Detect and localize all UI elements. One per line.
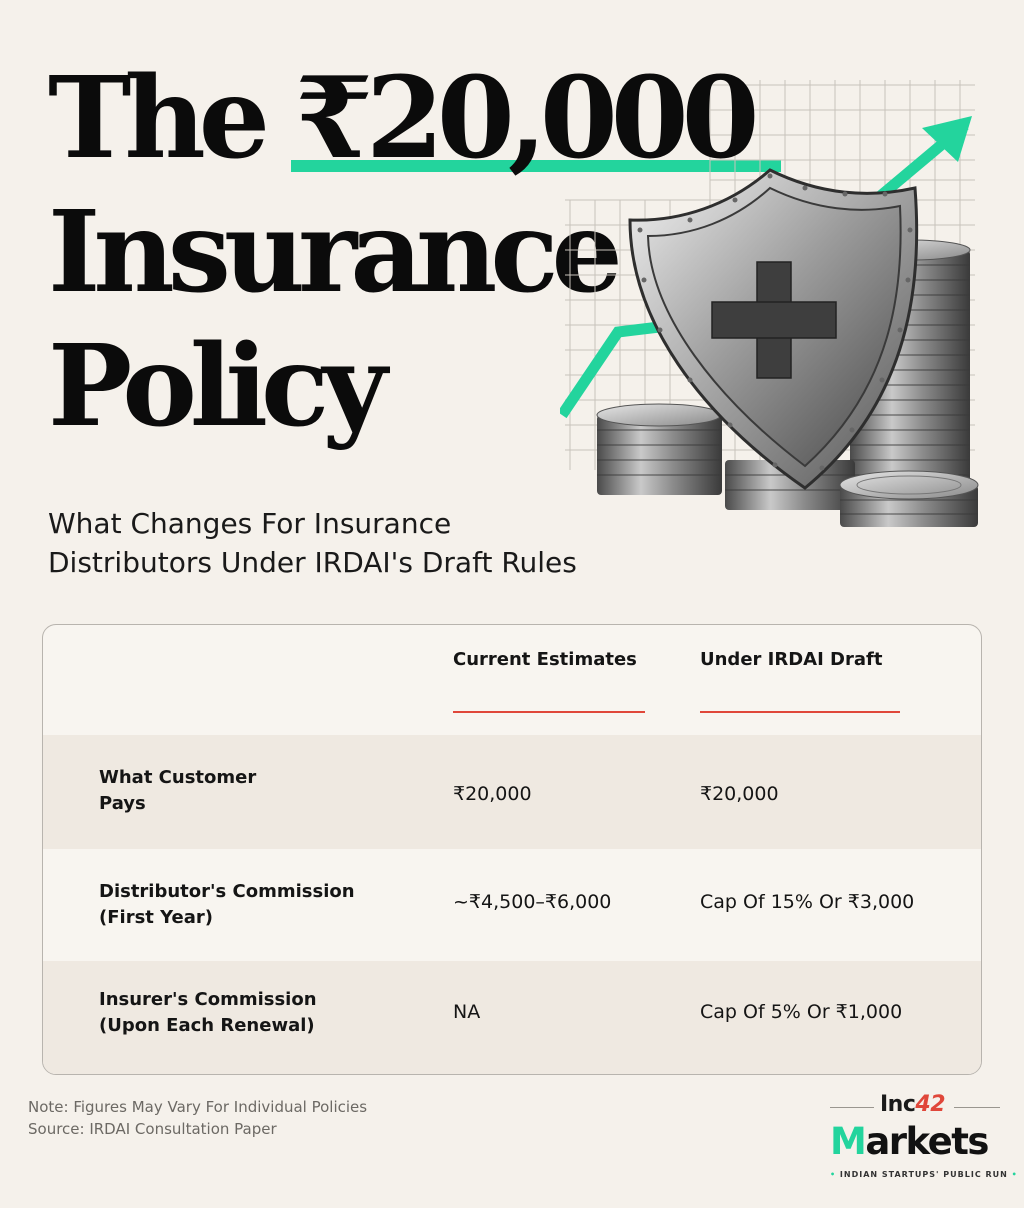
current-value: ₹20,000: [453, 783, 532, 805]
draft-value: ₹20,000: [700, 783, 779, 805]
row-label-line: (First Year): [99, 907, 213, 928]
markets-wordmark: [830, 1120, 988, 1163]
markets-first-letter: M: [830, 1120, 866, 1163]
subtitle-line-1: What Changes For Insurance: [48, 507, 452, 540]
draft-value: Cap Of 5% Or ₹1,000: [700, 1001, 903, 1023]
table-row: [43, 961, 981, 1075]
title-highlight: [295, 52, 753, 186]
draft-value: Cap Of 15% Or ₹3,000: [700, 891, 915, 913]
table-row: [43, 849, 981, 961]
row-label-line: What Customer: [99, 767, 257, 788]
table-row: [43, 735, 981, 849]
current-value: ~₹4,500–₹6,000: [453, 891, 612, 913]
divider: [830, 1107, 874, 1108]
brand-logo: [830, 1090, 1018, 1190]
column-underline: [700, 711, 900, 713]
tagline-text: INDIAN STARTUPS' PUBLIC RUN: [839, 1170, 1008, 1179]
current-value: NA: [453, 1001, 481, 1023]
divider: [954, 1107, 1000, 1108]
column-header-draft: Under IRDAI Draft: [700, 649, 883, 670]
markets-rest: arkets: [865, 1120, 988, 1163]
column-underline: [453, 711, 645, 713]
inc42-wordmark: [830, 1092, 1000, 1122]
inc42-text: [880, 1092, 945, 1117]
title-line-1: [48, 52, 753, 186]
row-label-line: Insurer's Commission: [99, 989, 317, 1010]
table-header: [43, 625, 981, 735]
inc-number: 42: [915, 1092, 946, 1117]
source-text: Source: IRDAI Consultation Paper: [28, 1120, 277, 1138]
bullet-icon: •: [830, 1170, 837, 1179]
note-text: Note: Figures May Vary For Individual Policies: [28, 1098, 368, 1116]
comparison-table: [42, 624, 982, 1075]
title-prefix: The: [48, 53, 264, 184]
brand-tagline: [830, 1170, 1018, 1179]
row-label-line: (Upon Each Renewal): [99, 1015, 315, 1036]
bullet-icon: •: [1011, 1170, 1018, 1179]
row-label: [99, 879, 355, 931]
title-line-2: Insurance: [48, 187, 616, 318]
title-amount: ₹20,000: [295, 53, 753, 184]
row-label-line: Pays: [99, 793, 146, 814]
footnote: [28, 1096, 367, 1140]
inc-text: Inc: [880, 1092, 916, 1117]
column-header-current: Current Estimates: [453, 649, 637, 670]
subtitle-line-2: Distributors Under IRDAI's Draft Rules: [48, 546, 577, 579]
coin-stack-icon: [597, 404, 722, 495]
row-label: [99, 765, 256, 817]
coin-stack-icon: [840, 471, 978, 527]
title-line-3: Policy: [48, 321, 381, 452]
row-label-line: Distributor's Commission: [99, 881, 355, 902]
row-label: [99, 987, 317, 1039]
